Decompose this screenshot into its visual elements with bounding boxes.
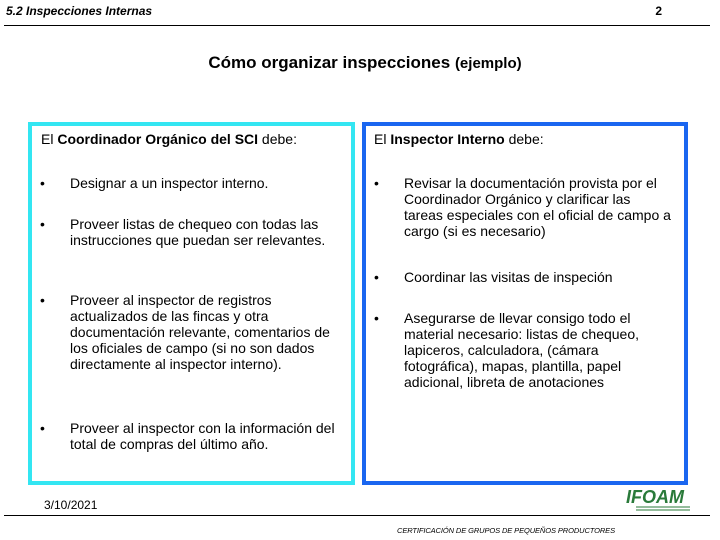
bullet-icon: •: [40, 420, 45, 436]
coordinator-heading-prefix: El: [41, 131, 54, 147]
footer-date: 3/10/2021: [44, 498, 98, 512]
footer-certification: CERTIFICACIÓN DE GRUPOS DE PEQUEÑOS PRODUCTORES: [397, 526, 615, 535]
top-divider: [4, 25, 710, 26]
list-item-text: Proveer al inspector de registros actualizados de las fincas y otra documentación relevante, comentarios de los oficiales de campo (si no son dados directamente al inspector interno).: [70, 292, 330, 372]
list-item-text: Revisar la documentación provista por el Coordinador Orgánico y clarificar las tareas especiales con el oficial de campo a cargo (si es necesario): [404, 175, 671, 239]
bullet-icon: •: [374, 310, 379, 326]
slide-title-main: Cómo organizar inspecciones: [208, 53, 451, 72]
list-item-text: Proveer listas de chequeo con todas las instrucciones que puedan ser relevantes.: [70, 216, 326, 248]
page-number: 2: [655, 4, 662, 18]
list-item-text: Proveer al inspector con la información del total de compras del último año.: [70, 420, 335, 452]
slide-title-suffix: (ejemplo): [454, 55, 522, 72]
bottom-divider: [4, 515, 710, 516]
coordinator-heading-suffix: debe:: [261, 131, 297, 147]
inspector-heading: [374, 131, 680, 147]
coordinator-heading: [41, 131, 347, 147]
inspector-heading-role: Inspector Interno: [390, 131, 505, 147]
list-item-text: Designar a un inspector interno.: [70, 175, 269, 191]
inspector-box: [362, 122, 688, 485]
bullet-icon: •: [374, 175, 379, 191]
list-item-text: Coordinar las visitas de inspeción: [404, 269, 613, 285]
coordinator-box: [28, 122, 355, 485]
inspector-heading-prefix: El: [374, 131, 387, 147]
ifoam-logo-text: IFOAM: [626, 487, 684, 507]
bullet-icon: •: [40, 216, 45, 232]
section-header: 5.2 Inspecciones Internas: [6, 4, 153, 18]
list-item-text: Asegurarse de llevar consigo todo el material necesario: listas de chequeo, lapiceros, calculadora, (cámara fotográfica), mapas, plantilla, papel adicional, libreta de anotaciones: [404, 310, 640, 390]
coordinator-heading-role: Coordinador Orgánico del SCI: [57, 131, 259, 147]
bullet-icon: •: [374, 269, 379, 285]
bullet-icon: •: [40, 292, 45, 308]
slide-title: [0, 53, 720, 73]
bullet-icon: •: [40, 175, 45, 191]
inspector-heading-suffix: debe:: [508, 131, 544, 147]
ifoam-logo-icon: [624, 486, 692, 514]
